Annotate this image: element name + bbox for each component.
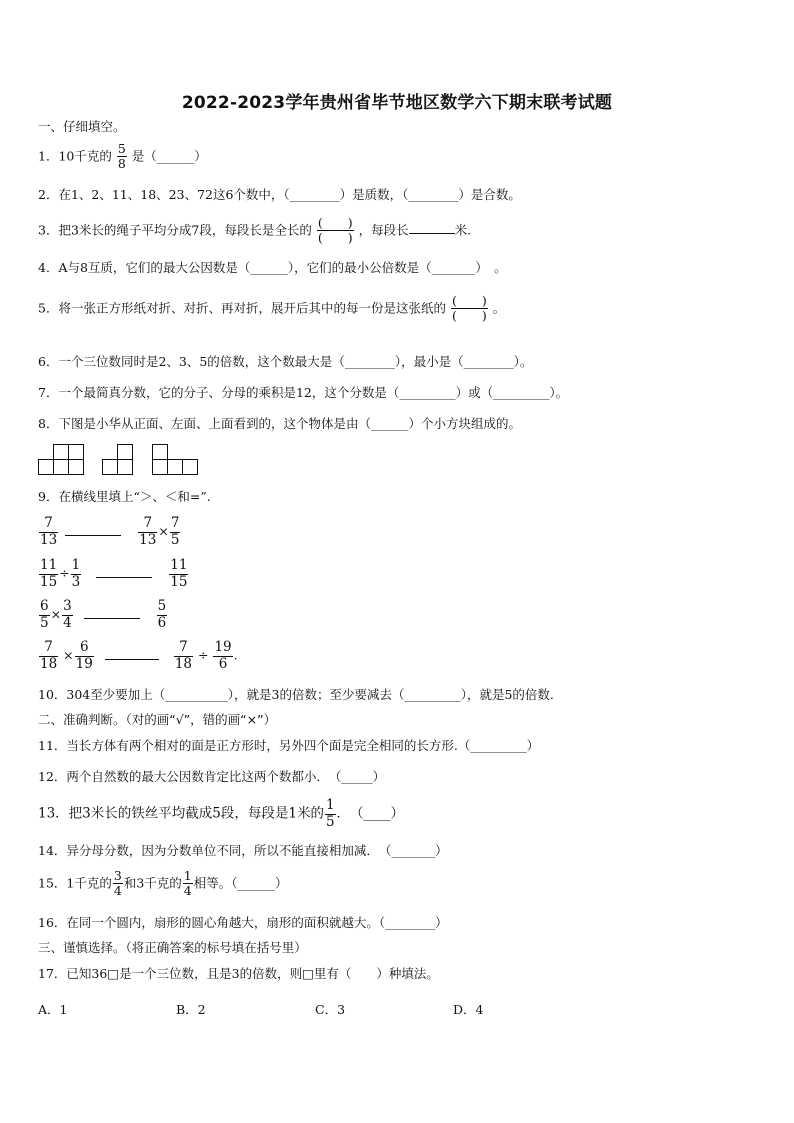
q13-numerator: 1 — [325, 797, 335, 813]
q1-text-a: 1．10千克的 — [38, 148, 112, 164]
denominator: 19 — [75, 655, 93, 672]
fraction — [62, 599, 73, 631]
option-d[interactable]: D．4 — [453, 1002, 484, 1017]
question-9: 9．在横线里填上“＞、＜和=”. — [38, 489, 211, 504]
multiply-sign: × — [158, 523, 169, 539]
page-title: 2022-2023学年贵州省毕节地区数学六下期末联考试题 — [181, 93, 613, 113]
q13-fraction — [325, 798, 336, 830]
numerator: 11 — [170, 557, 188, 573]
question-17: 17．已知36□是一个三位数，且是3的倍数，则□里有（ ）种填法。 — [38, 966, 439, 981]
q3-denominator-blank: ( ) — [317, 230, 353, 246]
denominator: 18 — [40, 655, 58, 672]
q15-fraction-2 — [183, 869, 193, 899]
fraction — [75, 640, 94, 672]
left-view-figure — [102, 443, 136, 475]
question-1 — [38, 142, 207, 172]
q15-denominator-2: 4 — [183, 883, 192, 899]
divide-sign: ÷ — [59, 565, 70, 581]
q1-denominator: 8 — [117, 156, 126, 172]
top-view-figure — [152, 443, 202, 475]
fraction — [39, 640, 58, 672]
q15-text-c: 相等。（______） — [193, 875, 288, 891]
option-b[interactable]: B．2 — [176, 1002, 206, 1017]
denominator: 5 — [170, 531, 180, 548]
q5-denominator-blank: ( ) — [451, 308, 487, 324]
q1-numerator: 5 — [117, 141, 126, 156]
q15-text-a: 15．1千克的 — [38, 875, 112, 891]
question-2: 2．在1、2、11、18、23、72这6个数中，（________）是质数，（________）是合数。 — [38, 187, 521, 202]
q3-numerator-blank: ( ) — [317, 215, 353, 230]
fraction — [213, 640, 232, 672]
denominator: 15 — [170, 573, 188, 590]
denominator: 18 — [174, 655, 192, 672]
compare-row-1 — [38, 516, 181, 548]
fraction — [138, 516, 157, 548]
numerator: 19 — [214, 639, 232, 655]
multiply-sign: × — [50, 606, 62, 622]
denominator: 4 — [63, 614, 72, 631]
section-heading-fill: 一、仔细填空。 — [38, 119, 126, 134]
numerator: 6 — [40, 598, 49, 614]
compare-answer-line[interactable] — [84, 618, 140, 619]
question-6: 6．一个三位数同时是2、3、5的倍数，这个数最大是（________），最小是（________）。 — [38, 354, 533, 369]
q5-text-b: 。 — [492, 300, 506, 316]
fraction — [174, 640, 193, 672]
q15-text-b: 和3千克的 — [123, 875, 182, 891]
q5-fraction — [451, 294, 488, 324]
question-15 — [38, 869, 287, 899]
denominator: 6 — [157, 614, 167, 631]
fraction — [170, 516, 181, 548]
front-view-figure — [38, 443, 86, 475]
numerator: 7 — [170, 515, 180, 531]
q15-fraction-1 — [113, 869, 123, 899]
section-heading-choice: 三、谨慎选择。（将正确答案的标号填在括号里） — [38, 940, 307, 955]
numerator: 5 — [157, 598, 167, 614]
compare-row-3 — [38, 599, 168, 631]
compare-answer-line[interactable] — [105, 659, 159, 660]
fraction — [157, 599, 168, 631]
q13-text-a: 13．把3米长的铁丝平均截成5段，每段是1米的 — [38, 805, 324, 822]
numerator: 1 — [71, 557, 81, 573]
q3-text-c: 米. — [454, 222, 472, 238]
q3-answer-line[interactable] — [409, 233, 455, 234]
compare-answer-line[interactable] — [65, 535, 121, 536]
fraction — [39, 599, 50, 631]
compare-answer-line[interactable] — [96, 577, 152, 578]
q3-text-b: ，每段长 — [358, 222, 409, 238]
question-14: 14．异分母分数，因为分数单位不同，所以不能直接相加减． （_______） — [38, 843, 448, 858]
q13-denominator: 5 — [325, 813, 335, 830]
fraction — [71, 558, 82, 590]
numerator: 7 — [39, 516, 58, 533]
denominator: 5 — [40, 614, 49, 631]
denominator: 15 — [40, 573, 58, 590]
numerator: 7 — [39, 640, 58, 657]
question-8: 8．下图是小华从正面、左面、上面看到的，这个物体是由（______）个小方块组成的。 — [38, 416, 521, 431]
numerator: 11 — [40, 557, 58, 573]
q15-denominator-1: 4 — [113, 883, 122, 899]
q3-text-a: 3．把3米长的绳子平均分成7段，每段长是全长的 — [38, 222, 312, 238]
question-13 — [38, 798, 404, 830]
denominator: 13 — [40, 531, 58, 548]
denominator: 6 — [218, 655, 228, 672]
compare-row-2 — [38, 558, 189, 590]
numerator: 3 — [63, 598, 72, 614]
option-c[interactable]: C．3 — [315, 1002, 346, 1017]
divide-sign: ÷ — [197, 647, 209, 663]
denominator: 13 — [139, 531, 157, 548]
question-4: 4．A与8互质，它们的最大公因数是（______），它们的最小公倍数是（_______） 。 — [38, 260, 507, 275]
multiply-sign: × — [63, 647, 74, 663]
question-3 — [38, 216, 471, 246]
q15-numerator-2: 1 — [183, 868, 192, 883]
q3-fraction — [317, 216, 354, 246]
option-a[interactable]: A．1 — [38, 1002, 68, 1017]
question-10: 10．304至少要加上（__________），就是3的倍数；至少要减去（_________），就是5的倍数. — [38, 687, 554, 702]
numerator: 7 — [138, 516, 157, 533]
numerator: 6 — [75, 640, 94, 657]
numerator: 7 — [174, 640, 193, 657]
q1-text-b: 是（______） — [131, 148, 207, 164]
fraction — [169, 558, 188, 590]
fraction — [39, 558, 58, 590]
fraction — [39, 516, 58, 548]
period: . — [233, 647, 238, 663]
q1-fraction — [117, 142, 127, 172]
section-heading-judge: 二、准确判断。（对的画“√”，错的画“×”） — [38, 712, 277, 727]
question-12: 12．两个自然数的最大公因数肯定比这两个数都小． （_____） — [38, 769, 386, 784]
q15-numerator-1: 3 — [113, 868, 122, 883]
question-7: 7．一个最简真分数，它的分子、分母的乘积是12，这个分数是（_________）或（_________）。 — [38, 385, 569, 400]
q5-numerator-blank: ( ) — [451, 293, 487, 308]
q5-text-a: 5．将一张正方形纸对折、对折、再对折，展开后其中的每一份是这张纸的 — [38, 300, 446, 316]
denominator: 3 — [71, 573, 81, 590]
question-16: 16．在同一个圆内，扇形的圆心角越大，扇形的面积就越大。（________） — [38, 915, 448, 930]
question-5 — [38, 294, 505, 324]
q13-text-b: ． （____） — [336, 805, 405, 822]
compare-row-4 — [38, 640, 238, 672]
question-11: 11．当长方体有两个相对的面是正方形时，另外四个面是完全相同的长方形.（_________） — [38, 738, 540, 753]
